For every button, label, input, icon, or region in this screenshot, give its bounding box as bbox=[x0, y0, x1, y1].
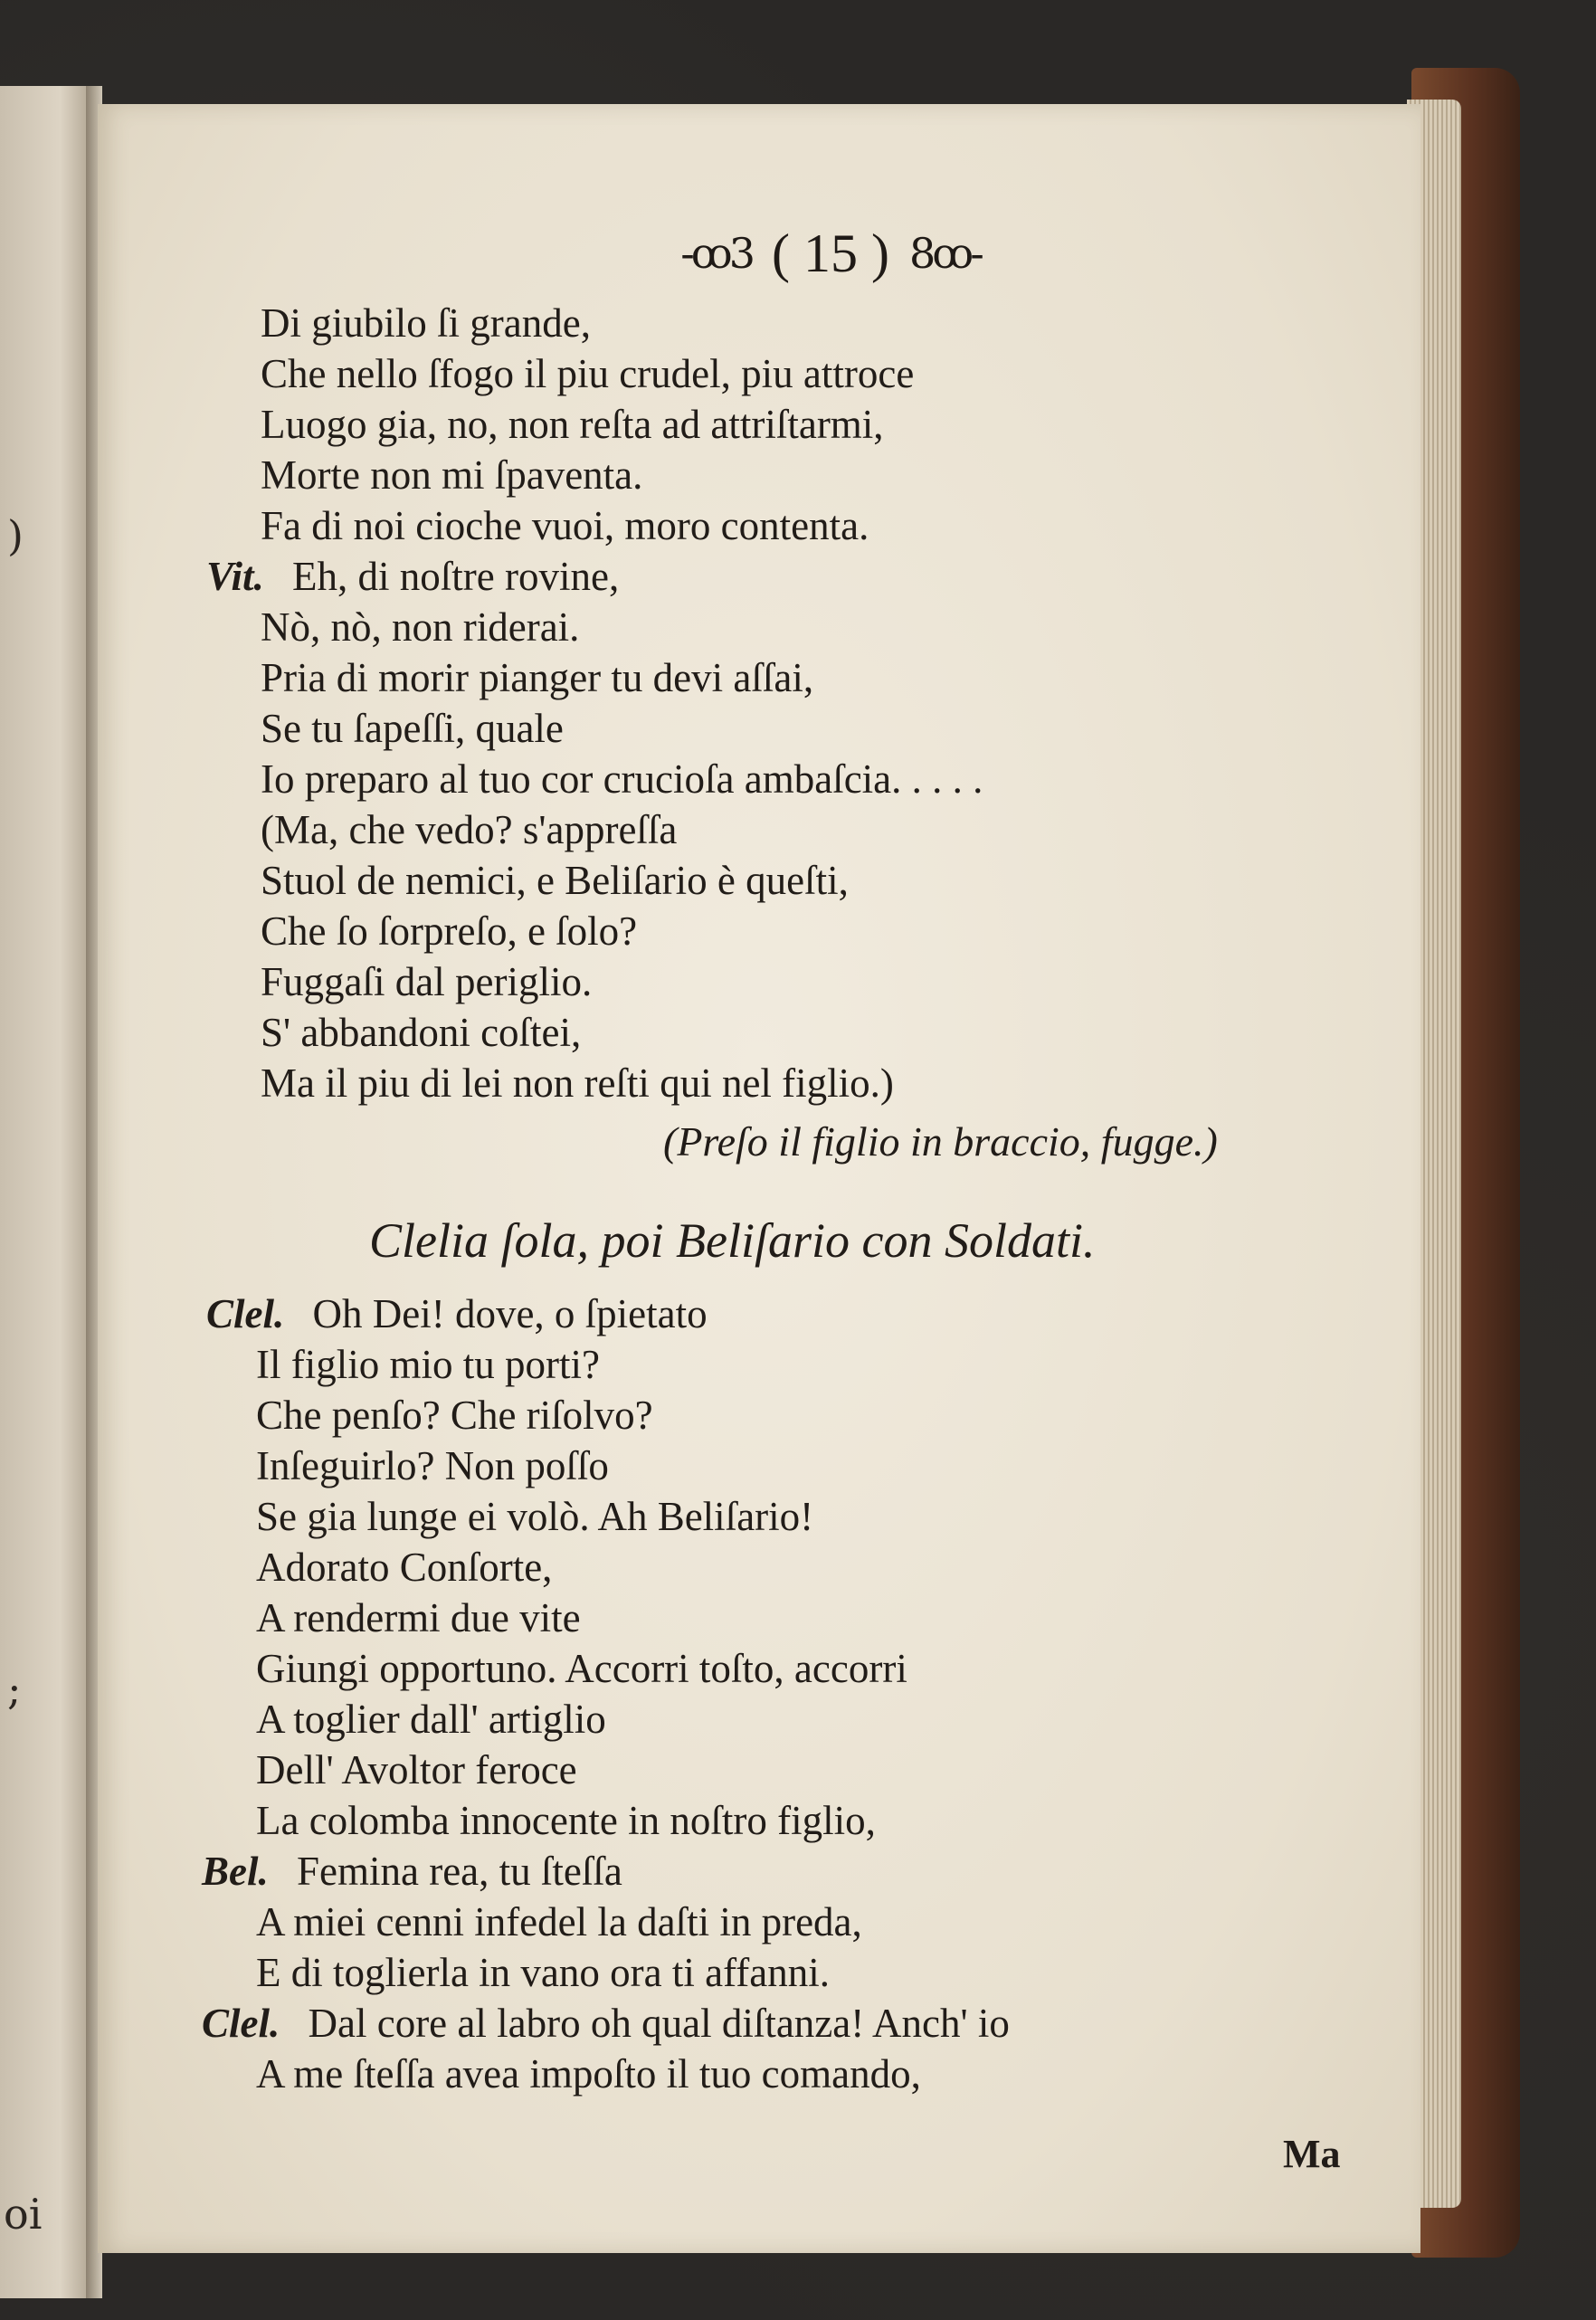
verse-line: Di giubilo ſi grande, bbox=[261, 300, 591, 346]
speech-line: Clel. Dal core al labro oh qual diſtanza! Anch' io bbox=[202, 2001, 1010, 2046]
speaker-label: Bel. bbox=[202, 1849, 269, 1894]
verse-line: Che nello ſfogo il piu crudel, piu attroce bbox=[261, 351, 915, 396]
book-page bbox=[98, 104, 1420, 2253]
ornament-left: -ꝏ3 bbox=[680, 229, 753, 278]
page-number: ( 15 ) bbox=[772, 223, 889, 283]
speech-line: Vit. Eh, di noſtre rovine, bbox=[206, 554, 620, 599]
verse-line: A me ſteſſa avea impoſto il tuo comando, bbox=[256, 2051, 921, 2097]
page-header bbox=[541, 213, 1120, 294]
speech-line: Clel. Oh Dei! dove, o ſpietato bbox=[206, 1291, 708, 1336]
speaker-label: Clel. bbox=[206, 1291, 285, 1336]
verse-line: Che ſo ſorpreſo, e ſolo? bbox=[261, 908, 638, 954]
stage-direction: (Preſo il figlio in braccio, fugge.) bbox=[663, 1118, 1218, 1165]
verse-line: A toglier dall' artiglio bbox=[256, 1697, 606, 1742]
verse-line: Pria di morir pianger tu devi aſſai, bbox=[261, 655, 814, 700]
verse-line: La colomba innocente in noſtro figlio, bbox=[256, 1798, 876, 1843]
facing-page-edge bbox=[0, 86, 89, 2298]
verse-line: A miei cenni infedel la daſti in preda, bbox=[256, 1899, 862, 1944]
verse-line: Morte non mi ſpaventa. bbox=[261, 452, 643, 498]
speaker-label: Vit. bbox=[206, 554, 264, 599]
facing-page-fragment: oi bbox=[4, 2190, 43, 2239]
verse-line: (Ma, che vedo? s'appreſſa bbox=[261, 807, 678, 852]
verse-line: Il figlio mio tu porti? bbox=[256, 1342, 600, 1387]
verse-line: Stuol de nemici, e Beliſario è queſti, bbox=[261, 858, 849, 903]
verse-line: Fuggaſi dal periglio. bbox=[261, 959, 593, 1004]
verse-line: Adorato Conſorte, bbox=[256, 1545, 553, 1590]
verse-line: Luogo gia, no, non reſta ad attriſtarmi, bbox=[261, 402, 884, 447]
speech-line: Bel. Femina rea, tu ſteſſa bbox=[202, 1849, 622, 1894]
verse-line: Se tu ſapeſſi, quale bbox=[261, 706, 564, 751]
facing-page-fragment: ) bbox=[7, 511, 24, 560]
facing-page-fragment: ; bbox=[7, 1665, 22, 1714]
verse-line: Giungi opportuno. Accorri toſto, accorri bbox=[256, 1646, 907, 1691]
verse-line: Nò, nò, non riderai. bbox=[261, 604, 580, 650]
verse-line: Ma il piu di lei non reſti qui nel figlio.) bbox=[261, 1060, 894, 1106]
speaker-label: Clel. bbox=[202, 2001, 280, 2046]
verse-line: Fa di noi cioche vuoi, moro contenta. bbox=[261, 503, 869, 548]
verse-line: Che penſo? Che riſolvo? bbox=[256, 1393, 653, 1438]
verse-line: Inſeguirlo? Non poſſo bbox=[256, 1443, 609, 1488]
verse-line: Io preparo al tuo cor crucioſa ambaſcia. . . . . bbox=[261, 756, 983, 802]
catchword: Ma bbox=[1283, 2132, 1341, 2176]
verse-line: E di toglierla in vano ora ti affanni. bbox=[256, 1950, 830, 1995]
verse-line: Dell' Avoltor feroce bbox=[256, 1747, 577, 1792]
scene-heading: Clelia ſola, poi Beliſario con Soldati. bbox=[369, 1213, 1096, 1268]
ornament-right: 8ꝏ- bbox=[908, 229, 981, 278]
verse-line: S' abbandoni coſtei, bbox=[261, 1010, 582, 1055]
verse-line: Se gia lunge ei volò. Ah Beliſario! bbox=[256, 1494, 814, 1539]
verse-line: A rendermi due vite bbox=[256, 1595, 581, 1640]
